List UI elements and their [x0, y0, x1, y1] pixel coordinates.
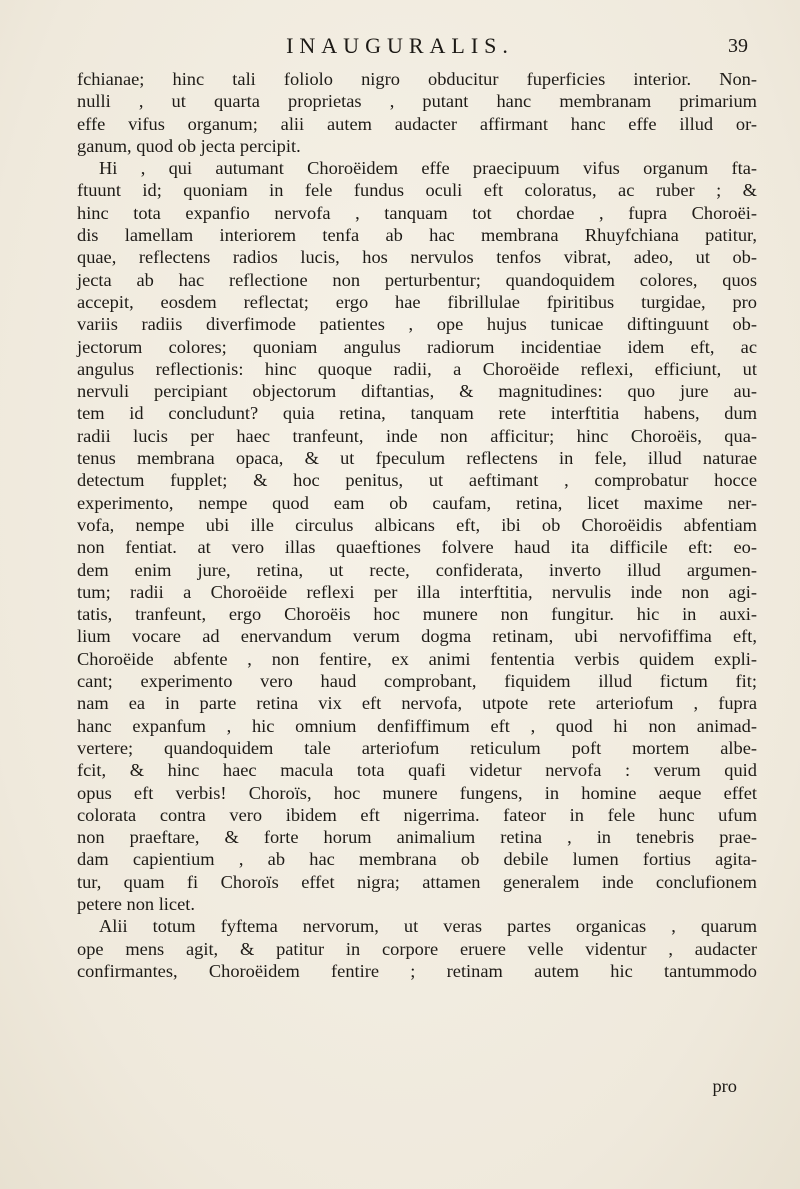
page-header	[0, 33, 800, 67]
text-line: experimento, nempe quod eam ob caufam, retina, licet maxime ner-	[77, 492, 757, 513]
text-line: ftuunt id; quoniam in fele fundus oculi eft coloratus, ac ruber ; &	[77, 180, 757, 201]
text-line: non praeftare, & forte horum animalium retina , in tenebris prae-	[77, 827, 757, 848]
page-number: 39	[728, 35, 748, 57]
text-line: accepit, eosdem reflectat; ergo hae fibrillulae fpiritibus turgidae, pro	[77, 291, 757, 312]
text-line: opus eft verbis! Choroïs, hoc munere fungens, in homine aeque effet	[77, 782, 757, 803]
running-title: INAUGURALIS.	[286, 33, 514, 58]
text-line: radii lucis per haec tranfeunt, inde non afficitur; hinc Choroëis, qua-	[77, 425, 757, 446]
text-line: Hi , qui autumant Choroëidem effe praecipuum vifus organum fta-	[99, 158, 757, 179]
text-line: variis radiis diverfimode patientes , ope hujus tunicae diftinguunt ob-	[77, 314, 757, 335]
text-line: fcit, & hinc haec macula tota quafi videtur nervofa : verum quid	[77, 760, 757, 781]
text-line: nulli , ut quarta proprietas , putant hanc membranam primarium	[77, 91, 757, 112]
text-line: hanc expanfum , hic omnium denfiffimum eft , quod hi non animad-	[77, 715, 757, 736]
text-line: fchianae; hinc tali foliolo nigro obducitur fuperficies interior. Non-	[77, 69, 757, 89]
text-line: tatis, tranfeunt, ergo Choroëis hoc munere non fungitur. hic in auxi-	[77, 604, 757, 625]
text-line: nervuli percipiant objectorum diftantias, & magnitudines: quo jure au-	[77, 381, 757, 402]
text-line: tum; radii a Choroëide reflexi per illa interftitia, nervulis inde non agi-	[77, 581, 757, 602]
text-line: jectorum colores; quoniam angulus radiorum incidentiae idem eft, ac	[77, 336, 757, 357]
text-line: effe vifus organum; alii autem audacter affirmant hanc effe illud or-	[77, 113, 757, 134]
text-line: lium vocare ad enervandum verum dogma retinam, ubi nervofiffima eft,	[77, 626, 757, 647]
text-line: colorata contra vero ibidem eft nigerrima. fateor in fele hunc ufum	[77, 804, 757, 825]
text-line: vertere; quandoquidem tale arteriofum reticulum poft mortem albe-	[77, 737, 757, 758]
text-line: tenus membrana opaca, & ut fpeculum reflectens in fele, illud naturae	[77, 448, 757, 469]
catchword: pro	[712, 1076, 737, 1096]
text-line: Choroëide abfente , non fentire, ex animi fententia verbis quidem expli-	[77, 648, 757, 669]
text-line: nam ea in parte retina vix eft nervofa, utpote rete arteriofum , fupra	[77, 693, 757, 714]
text-line: angulus reflectionis: hinc quoque radii, a Choroëide reflexi, efficiunt, ut	[77, 358, 757, 379]
text-line: confirmantes, Choroëidem fentire ; retinam autem hic tantummodo	[77, 960, 757, 981]
text-line: dem enim jure, retina, ut recte, confiderata, inverto illud argumen-	[77, 559, 757, 580]
text-line: ope mens agit, & patitur in corpore eruere velle videntur , audacter	[77, 938, 757, 959]
text-line: cant; experimento vero haud comprobant, fiquidem illud fictum fit;	[77, 671, 757, 692]
body-text	[77, 68, 757, 982]
text-line: hinc tota expanfio nervofa , tanquam tot chordae , fupra Choroëi-	[77, 202, 757, 223]
text-line: tem id concludunt? quia retina, tanquam rete interftitia habens, dum	[77, 403, 757, 424]
text-line: petere non licet.	[77, 893, 195, 914]
text-line: vofa, nempe ubi ille circulus albicans eft, ibi ob Choroëidis abfentiam	[77, 514, 757, 535]
text-line: tur, quam fi Choroïs effet nigra; attamen generalem inde conclufionem	[77, 871, 757, 892]
text-line: dis lamellam interiorem tenfa ab hac membrana Rhuyfchiana patitur,	[77, 225, 757, 246]
text-line: jecta ab hac reflectione non perturbentur; quandoquidem colores, quos	[77, 269, 757, 290]
text-line: Alii totum fyftema nervorum, ut veras partes organicas , quarum	[99, 916, 757, 937]
text-line: non fentiat. at vero illas quaeftiones folvere haud ita difficile eft: eo-	[77, 537, 757, 558]
text-line: dam capientium , ab hac membrana ob debile lumen fortius agita-	[77, 849, 757, 870]
text-line: detectum fupplet; & hoc penitus, ut aeftimant , comprobatur hocce	[77, 470, 757, 491]
text-line: ganum, quod ob jecta percipit.	[77, 135, 301, 156]
text-line: quae, reflectens radios lucis, hos nervulos tenfos vibrat, adeo, ut ob-	[77, 247, 757, 268]
